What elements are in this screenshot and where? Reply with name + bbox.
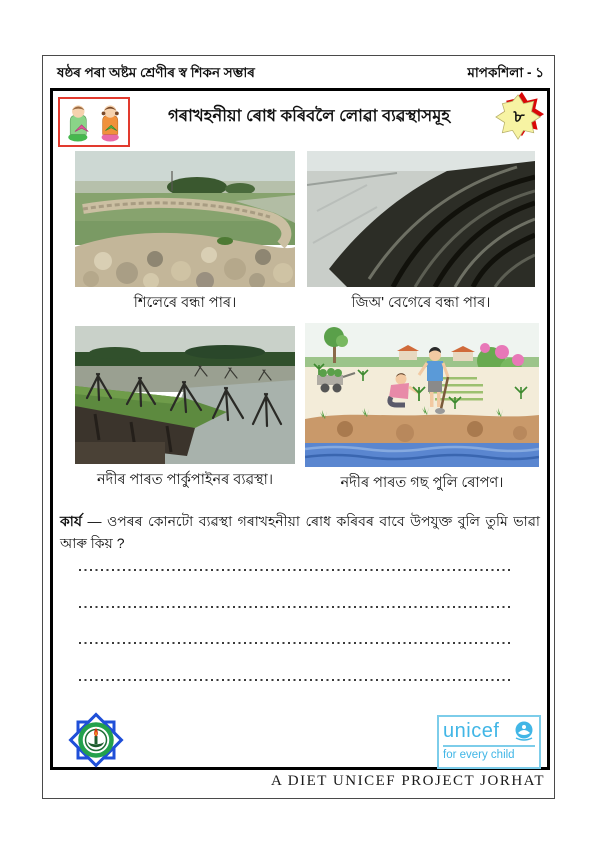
figure-caption: নদীৰ পাৰত গছ পুলি ৰোপণ। (340, 475, 504, 491)
unicef-logo (437, 715, 541, 769)
unicef-globe-icon (513, 720, 535, 742)
answer-line (79, 679, 511, 681)
lesson-number-badge (493, 91, 545, 143)
figure-stone-embankment (75, 151, 295, 316)
task-label: কাৰ্য (60, 513, 82, 529)
answer-line (79, 642, 511, 644)
lesson-title: গৰাখহনীয়া ৰোধ কৰিবলৈ লোৱা ব্যৱস্থাসমূহ (167, 107, 451, 125)
page-header (57, 62, 544, 85)
unicef-divider (443, 745, 535, 747)
header-left-text: ষষ্ঠৰ পৰা অষ্টম শ্ৰেণীৰ স্ব শিকন সম্ভাৰ (57, 65, 255, 80)
diet-emblem-icon (65, 711, 127, 769)
figure-tree-planting (305, 323, 539, 496)
project-credit: A DIET UNICEF PROJECT JORHAT (271, 773, 545, 789)
figure-caption: জিঅ' বেগেৰে বন্ধা পাৰ। (351, 295, 491, 311)
unicef-tagline: for every child (443, 749, 515, 761)
tree-planting-illustration (305, 323, 539, 467)
answer-line (79, 569, 511, 571)
lesson-number: ৮ (513, 107, 525, 127)
porcupine-photo (75, 326, 295, 464)
diet-emblem-graphic (65, 711, 127, 769)
task-text: — ওপৰৰ কোনটো ব্যৱস্থা গৰাখহনীয়া ৰোধ কৰিবৰ বাবে উপযুক্ত বুলি তুমি ভাৱা আৰু কিয় ? (60, 513, 540, 551)
unicef-wordmark: unicef (443, 720, 500, 742)
children-reading-icon (58, 97, 130, 147)
task-instruction (60, 511, 540, 554)
content-box (50, 88, 550, 770)
children-reading-graphic (63, 102, 125, 142)
answer-line (79, 606, 511, 608)
geo-bag-photo (307, 151, 535, 287)
figure-caption: শিলেৰে বন্ধা পাৰ। (133, 295, 237, 311)
header-right-text: মাপকশিলা - ১ (467, 65, 544, 80)
stone-embankment-photo (75, 151, 295, 287)
figure-porcupines (75, 326, 295, 493)
figure-caption: নদীৰ পাৰত পাৰ্কুপাইনৰ ব্যৱস্থা। (96, 472, 274, 488)
figure-geo-bags (307, 151, 535, 316)
